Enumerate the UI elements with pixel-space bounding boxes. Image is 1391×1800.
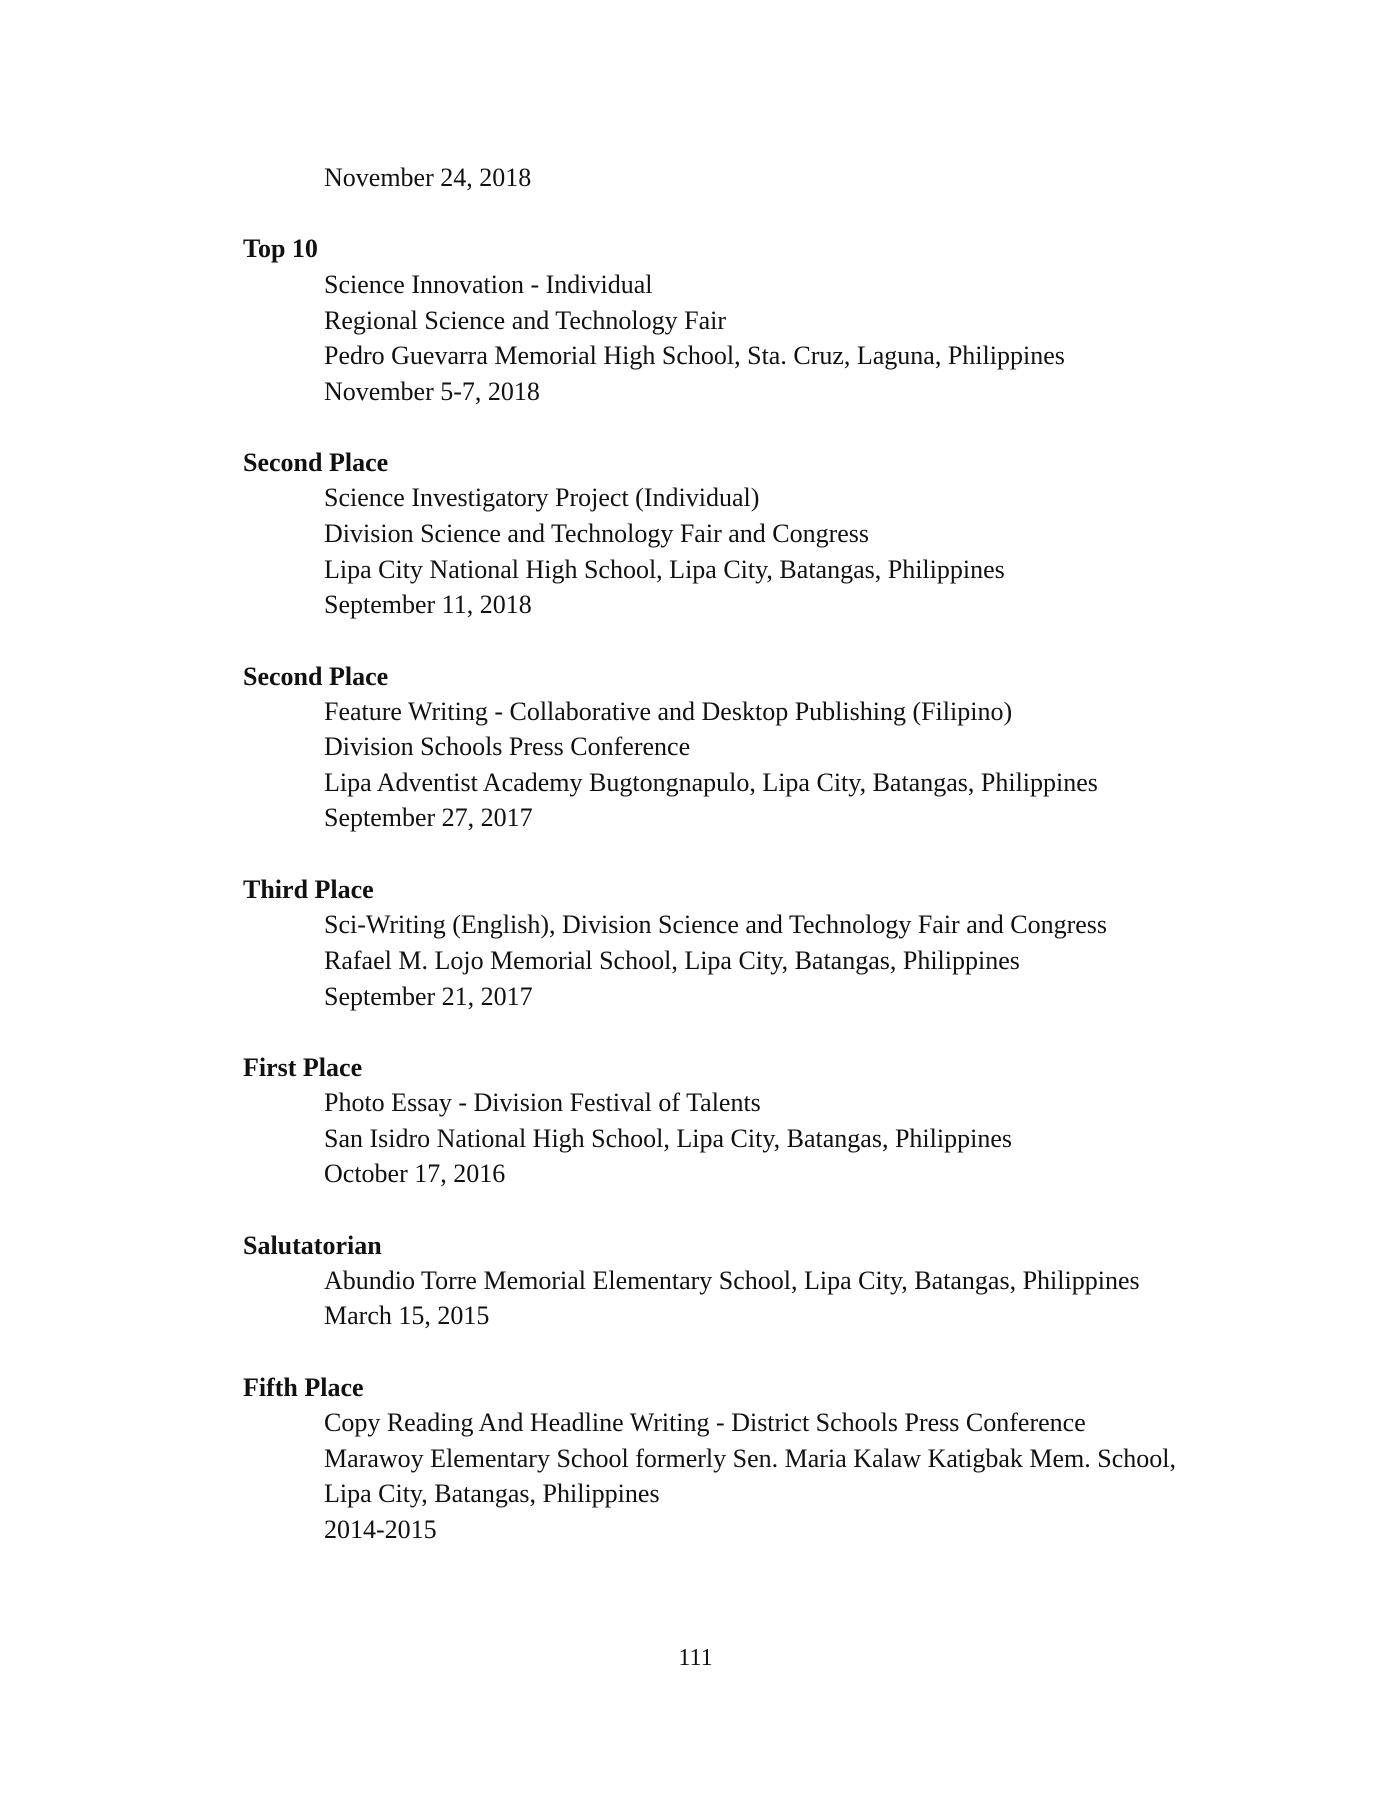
entry-heading: Third Place — [243, 875, 374, 904]
entry-line: Rafael M. Lojo Memorial School, Lipa City, Batangas, Philippines — [324, 946, 1020, 975]
entry-line: Lipa City, Batangas, Philippines — [324, 1479, 660, 1508]
entry-line: September 27, 2017 — [324, 803, 533, 832]
entry-line: Marawoy Elementary School formerly Sen. Maria Kalaw Katigbak Mem. School, — [324, 1444, 1176, 1473]
entry-line: Regional Science and Technology Fair — [324, 306, 727, 335]
entry-line: Science Investigatory Project (Individual) — [324, 483, 760, 512]
entry-line: Copy Reading And Headline Writing - District Schools Press Conference — [324, 1408, 1086, 1437]
entry-line: Lipa Adventist Academy Bugtongnapulo, Lipa City, Batangas, Philippines — [324, 768, 1098, 797]
entry-line: Pedro Guevarra Memorial High School, Sta. Cruz, Laguna, Philippines — [324, 341, 1065, 370]
entry-line: September 11, 2018 — [324, 590, 532, 619]
entry-line: October 17, 2016 — [324, 1159, 506, 1188]
entry-line: Division Schools Press Conference — [324, 732, 691, 761]
entry-line: San Isidro National High School, Lipa City, Batangas, Philippines — [324, 1124, 1012, 1153]
continuation-date: November 24, 2018 — [324, 163, 532, 192]
entry-heading: Top 10 — [243, 234, 318, 263]
entry-line: Lipa City National High School, Lipa City, Batangas, Philippines — [324, 555, 1005, 584]
entry-line: Abundio Torre Memorial Elementary School, Lipa City, Batangas, Philippines — [324, 1266, 1140, 1295]
entry-line: 2014-2015 — [324, 1515, 437, 1544]
entry-heading: Salutatorian — [243, 1231, 382, 1260]
entry-line: September 21, 2017 — [324, 982, 533, 1011]
entry-line: Science Innovation - Individual — [324, 270, 653, 299]
entry-heading: Second Place — [243, 662, 389, 691]
entry-line: March 15, 2015 — [324, 1301, 490, 1330]
entry-line: November 5-7, 2018 — [324, 377, 540, 406]
entry-heading: Fifth Place — [243, 1373, 364, 1402]
entry-heading: First Place — [243, 1053, 363, 1082]
entry-heading: Second Place — [243, 448, 389, 477]
entry-line: Photo Essay - Division Festival of Talents — [324, 1088, 761, 1117]
entry-line: Division Science and Technology Fair and Congress — [324, 519, 870, 548]
entry-line: Feature Writing - Collaborative and Desktop Publishing (Filipino) — [324, 697, 1013, 726]
page-number: 111 — [678, 1645, 713, 1671]
entry-line: Sci-Writing (English), Division Science and Technology Fair and Congress — [324, 910, 1108, 939]
